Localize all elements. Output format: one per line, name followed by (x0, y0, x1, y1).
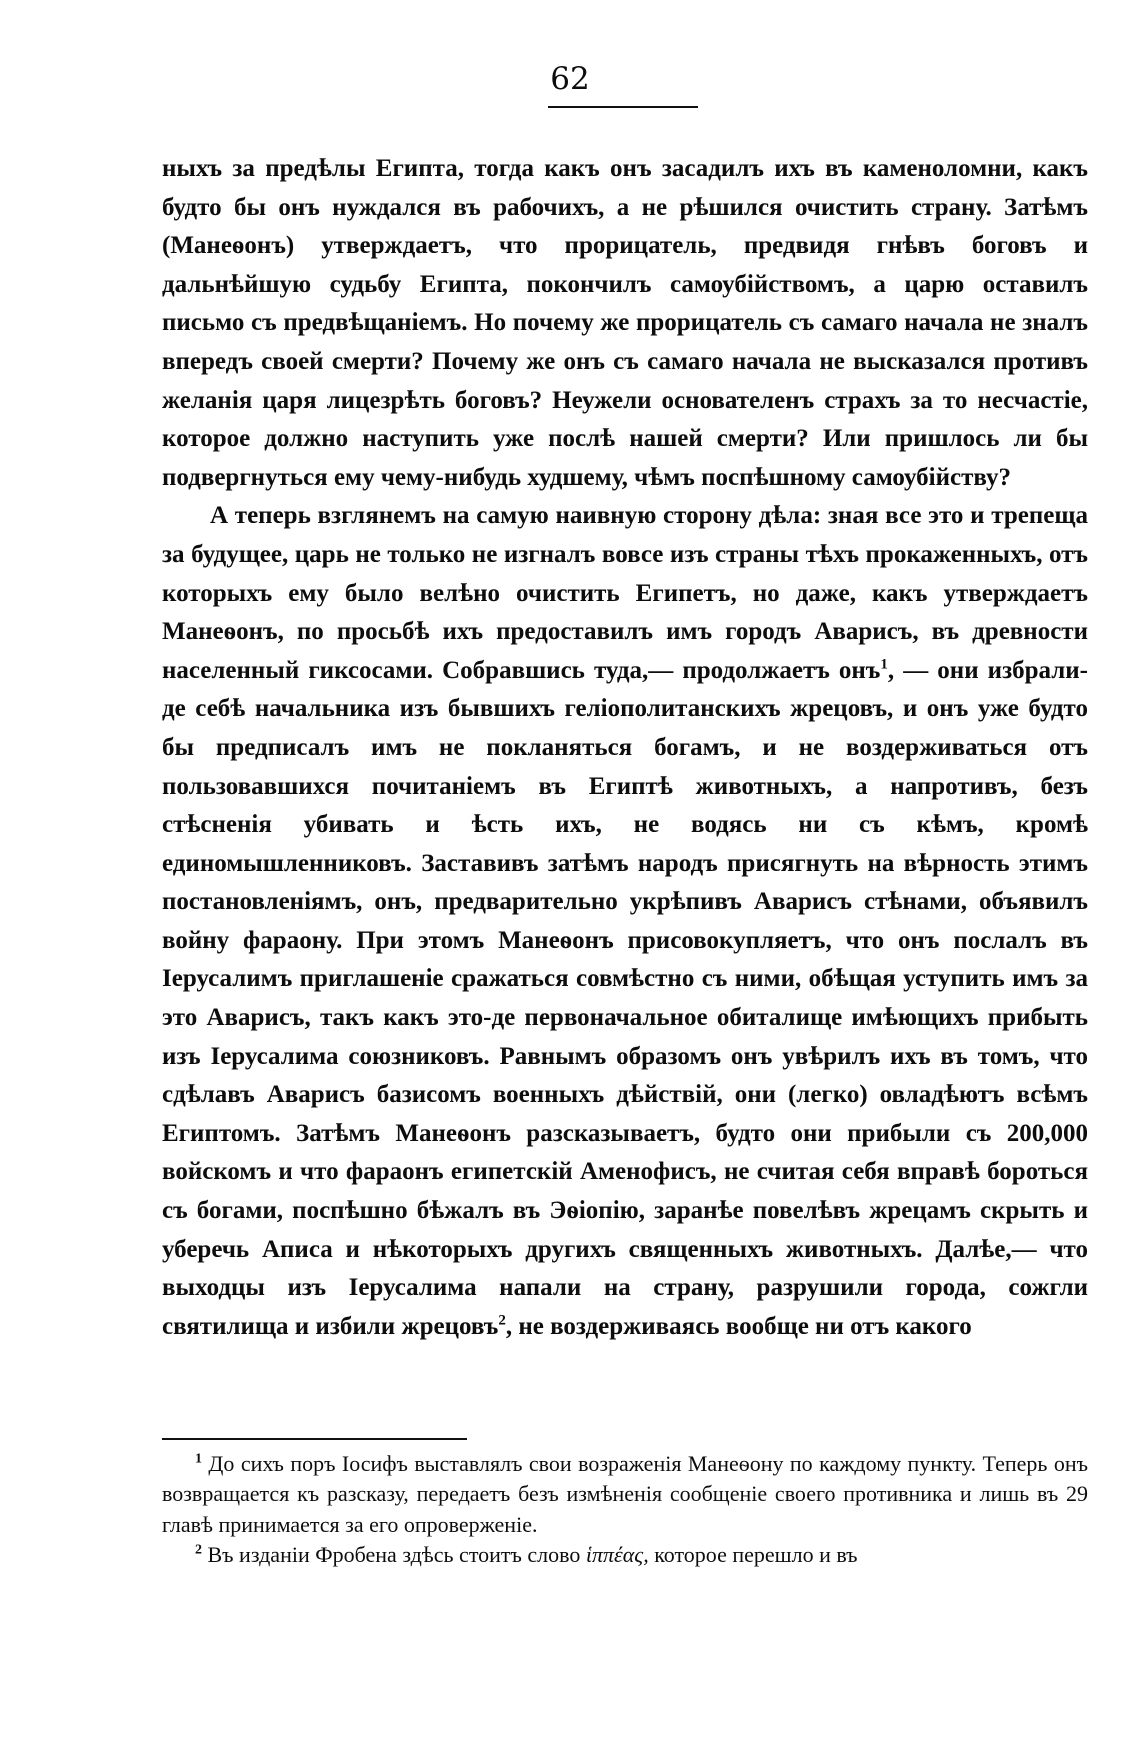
footnote-marker-1: 1 (880, 656, 888, 673)
footnote-separator (162, 1438, 467, 1440)
footnote-2-text-after: которое перешло и въ (654, 1542, 858, 1568)
paragraph-2-part-2: , — они избрали-де себѣ начальника изъ бывшихъ геліополитанскихъ жрецовъ, и онъ уже будто бы предписалъ имъ не покланяться богамъ, и не воздерживаться отъ пользовавшихся почитаніемъ въ Египтѣ животныхъ, а напротивъ, безъ стѣсненія убивать и ѣсть ихъ, не водясь ни съ кѣмъ, кромѣ единомышленниковъ. Заставивъ затѣмъ народъ присягнуть на вѣрность этимъ постановленіямъ, онъ, предварительно укрѣпивъ Аварисъ стѣнами, объявилъ войну фараону. При этомъ Манеѳонъ присовокупляетъ, что онъ послалъ въ Іерусалимъ приглашеніе сражаться совмѣстно съ ними, обѣщая уступить имъ за это Аварисъ, такъ какъ это-де первоначальное обиталище имѣющихъ прибыть изъ Іерусалима союзниковъ. Равнымъ образомъ онъ увѣрилъ ихъ въ томъ, что сдѣлавъ Аварисъ базисомъ военныхъ дѣйствій, они (легко) овладѣютъ всѣмъ Египтомъ. Затѣмъ Манеѳонъ разсказываетъ, будто они прибыли съ 200,000 войскомъ и что фараонъ египетскій Аменофисъ, не считая себя вправѣ бороться съ богами, поспѣшно бѣжалъ въ Эѳіопію, заранѣе повелѣвъ жрецамъ скрыть и уберечь Аписа и нѣкоторыхъ другихъ священныхъ животныхъ. Далѣе,— что выходцы изъ Іерусалима напали на страну, разрушили города, сожгли святилища и избили жрецовъ (162, 656, 1088, 1340)
footnotes (162, 1449, 1088, 1571)
footnote-2 (162, 1540, 1088, 1570)
footnote-1-text: До сихъ поръ Іосифъ выставлялъ свои возраженія Манеѳону по каждому пункту. Теперь онъ возвращается къ разсказу, передаетъ безъ измѣненія сообщеніе своего противника и лишь въ 29 главѣ принимается за его опроверженіе. (162, 1451, 1089, 1537)
page-number-rule (548, 106, 698, 108)
footnote-2-greek-word: ἱππέας, (585, 1542, 649, 1568)
footnote-1 (162, 1449, 1088, 1540)
footnote-marker-2: 2 (498, 1312, 506, 1329)
paragraph-1: ныхъ за предѣлы Египта, тогда какъ онъ засадилъ ихъ въ каменоломни, какъ будто бы онъ нуждался въ рабочихъ, а не рѣшился очистить страну. Затѣмъ (Манеѳонъ) утверждаетъ, что прорицатель, предвидя гнѣвъ боговъ и дальнѣйшую судьбу Египта, покончилъ самоубійствомъ, а царю оставилъ письмо съ предвѣщаніемъ. Но почему же прорицатель съ самаго начала не зналъ впередъ своей смерти? Почему же онъ съ самаго начала не высказался противъ желанія царя лицезрѣть боговъ? Неужели основателенъ страхъ за то несчастіе, которое должно наступить уже послѣ нашей смерти? Или пришлось ли бы подвергнуться ему чему-нибудь худшему, чѣмъ поспѣшному самоубійству? (162, 155, 1088, 491)
page-number: 62 (550, 61, 590, 97)
main-text (162, 150, 1088, 1346)
paragraph-2-part-3: , не воздерживаясь вообще ни отъ какого (505, 1312, 972, 1340)
footnote-1-number: 1 (195, 1451, 202, 1467)
footnote-2-text-before: Въ изданіи Фробена здѣсь стоитъ слово (207, 1542, 581, 1568)
paragraph-2 (162, 497, 1088, 1346)
footnote-2-number: 2 (195, 1542, 202, 1558)
paragraph-2-part-1: А теперь взглянемъ на самую наивную сторону дѣла: зная все это и трепеща за будущее, царь не только не изгналъ вовсе изъ страны тѣхъ прокаженныхъ, отъ которыхъ ему было велѣно очистить Египетъ, но даже, какъ утверждаетъ Манеѳонъ, по просьбѣ ихъ предоставилъ имъ городъ Аварисъ, въ древности населенный гиксосами. Собравшись туда,— продолжаетъ онъ (162, 502, 1088, 684)
